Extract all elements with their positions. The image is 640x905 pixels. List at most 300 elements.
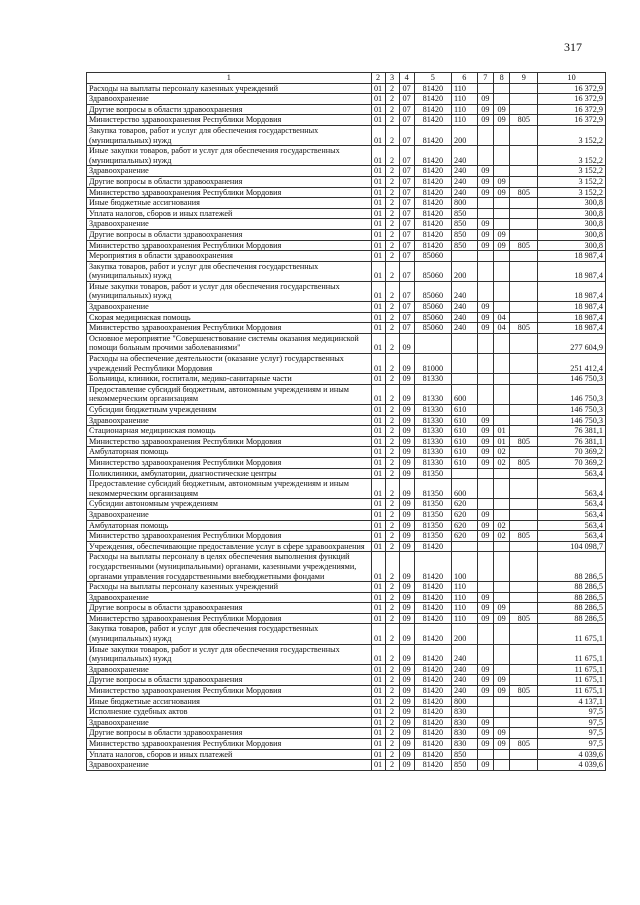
row-section: 09 <box>477 426 493 437</box>
row-expense-type: 200 <box>452 624 478 644</box>
row-code-subprogram: 2 <box>385 146 399 166</box>
table-row <box>87 592 606 603</box>
row-grbs: 805 <box>510 240 538 251</box>
row-code-program: 01 <box>371 146 385 166</box>
table-row <box>87 613 606 624</box>
row-amount: 97,5 <box>538 717 606 728</box>
table-row <box>87 94 606 105</box>
row-code-event: 09 <box>399 384 414 404</box>
row-code-direction: 81420 <box>414 125 451 145</box>
row-amount: 563,4 <box>538 468 606 479</box>
row-grbs <box>510 644 538 664</box>
row-section: 09 <box>477 166 493 177</box>
row-subsection: 09 <box>493 229 509 240</box>
row-amount: 3 152,2 <box>538 166 606 177</box>
row-code-program: 01 <box>371 728 385 739</box>
row-expense-type: 200 <box>452 261 478 281</box>
row-amount: 3 152,2 <box>538 187 606 198</box>
row-amount: 16 372,9 <box>538 94 606 105</box>
row-name: Здравоохранение <box>87 509 372 520</box>
row-subsection <box>493 281 509 301</box>
row-section <box>477 696 493 707</box>
row-expense-type: 600 <box>452 479 478 499</box>
row-name: Здравоохранение <box>87 166 372 177</box>
row-code-direction: 81420 <box>414 664 451 675</box>
row-code-program: 01 <box>371 499 385 510</box>
row-subsection <box>493 198 509 209</box>
row-expense-type: 620 <box>452 499 478 510</box>
row-amount: 277 604,9 <box>538 333 606 353</box>
table-row <box>87 664 606 675</box>
row-expense-type: 800 <box>452 198 478 209</box>
table-row <box>87 436 606 447</box>
row-section: 09 <box>477 323 493 334</box>
row-code-program: 01 <box>371 384 385 404</box>
row-amount: 3 152,2 <box>538 125 606 145</box>
row-code-direction: 81420 <box>414 749 451 760</box>
row-code-subprogram: 2 <box>385 739 399 750</box>
row-grbs <box>510 728 538 739</box>
row-grbs <box>510 447 538 458</box>
row-code-subprogram: 2 <box>385 415 399 426</box>
row-subsection <box>493 696 509 707</box>
row-code-program: 01 <box>371 592 385 603</box>
row-code-subprogram: 2 <box>385 582 399 593</box>
row-subsection <box>493 125 509 145</box>
row-section: 09 <box>477 302 493 313</box>
row-subsection <box>493 166 509 177</box>
table-row <box>87 219 606 230</box>
row-code-direction: 81420 <box>414 166 451 177</box>
row-subsection <box>493 749 509 760</box>
table-row <box>87 323 606 334</box>
row-code-direction: 81420 <box>414 104 451 115</box>
row-code-direction: 85060 <box>414 302 451 313</box>
row-code-event: 09 <box>399 644 414 664</box>
row-grbs <box>510 125 538 145</box>
row-subsection <box>493 251 509 262</box>
row-expense-type: 110 <box>452 94 478 105</box>
row-code-program: 01 <box>371 261 385 281</box>
row-section <box>477 83 493 94</box>
row-code-event: 07 <box>399 125 414 145</box>
row-name: Здравоохранение <box>87 302 372 313</box>
row-code-event: 09 <box>399 354 414 374</box>
row-section: 09 <box>477 603 493 614</box>
row-code-subprogram: 2 <box>385 176 399 187</box>
row-code-event: 09 <box>399 582 414 593</box>
row-code-program: 01 <box>371 302 385 313</box>
row-name: Другие вопросы в области здравоохранения <box>87 104 372 115</box>
table-row <box>87 603 606 614</box>
row-subsection <box>493 374 509 385</box>
row-amount: 18 987,4 <box>538 251 606 262</box>
row-code-subprogram: 2 <box>385 664 399 675</box>
row-code-program: 01 <box>371 552 385 582</box>
column-header: 10 <box>538 73 606 84</box>
row-code-program: 01 <box>371 219 385 230</box>
row-code-direction: 81350 <box>414 509 451 520</box>
row-code-event: 07 <box>399 281 414 301</box>
table-row <box>87 176 606 187</box>
column-header: 4 <box>399 73 414 84</box>
row-grbs <box>510 333 538 353</box>
row-expense-type: 850 <box>452 229 478 240</box>
row-section: 09 <box>477 115 493 126</box>
row-name: Здравоохранение <box>87 592 372 603</box>
row-name: Здравоохранение <box>87 760 372 771</box>
row-code-direction: 81420 <box>414 717 451 728</box>
row-code-program: 01 <box>371 333 385 353</box>
table-row <box>87 717 606 728</box>
table-row <box>87 457 606 468</box>
row-subsection <box>493 760 509 771</box>
row-amount: 300,8 <box>538 219 606 230</box>
row-code-direction: 81420 <box>414 696 451 707</box>
row-grbs <box>510 509 538 520</box>
row-code-subprogram: 2 <box>385 552 399 582</box>
row-code-program: 01 <box>371 739 385 750</box>
budget-table <box>86 72 606 771</box>
row-expense-type: 240 <box>452 312 478 323</box>
row-expense-type: 620 <box>452 509 478 520</box>
row-grbs: 805 <box>510 613 538 624</box>
row-code-subprogram: 2 <box>385 240 399 251</box>
row-code-direction: 85060 <box>414 323 451 334</box>
page-number: 317 <box>564 40 582 54</box>
row-code-event: 07 <box>399 83 414 94</box>
row-code-subprogram: 2 <box>385 499 399 510</box>
row-name: Закупка товаров, работ и услуг для обеспечения государственных (муниципальных) нужд <box>87 261 372 281</box>
row-amount: 88 286,5 <box>538 603 606 614</box>
row-name: Предоставление субсидий бюджетным, автономным учреждениям и иным некоммерческим организациям <box>87 384 372 404</box>
row-code-subprogram: 2 <box>385 261 399 281</box>
row-code-program: 01 <box>371 696 385 707</box>
row-code-program: 01 <box>371 251 385 262</box>
row-expense-type: 110 <box>452 603 478 614</box>
row-code-program: 01 <box>371 354 385 374</box>
table-row <box>87 354 606 374</box>
row-subsection <box>493 541 509 552</box>
row-code-event: 07 <box>399 146 414 166</box>
row-expense-type: 850 <box>452 208 478 219</box>
row-code-program: 01 <box>371 281 385 301</box>
row-amount: 300,8 <box>538 198 606 209</box>
row-amount: 251 412,4 <box>538 354 606 374</box>
row-code-event: 07 <box>399 115 414 126</box>
row-code-event: 09 <box>399 333 414 353</box>
row-code-event: 09 <box>399 479 414 499</box>
table-row <box>87 644 606 664</box>
row-expense-type: 610 <box>452 426 478 437</box>
row-code-event: 09 <box>399 613 414 624</box>
row-code-direction: 81420 <box>414 728 451 739</box>
row-subsection <box>493 499 509 510</box>
row-expense-type <box>452 354 478 374</box>
row-name: Здравоохранение <box>87 415 372 426</box>
row-grbs <box>510 624 538 644</box>
row-code-program: 01 <box>371 240 385 251</box>
row-code-subprogram: 2 <box>385 468 399 479</box>
row-code-direction: 81350 <box>414 531 451 542</box>
row-amount: 88 286,5 <box>538 552 606 582</box>
row-code-subprogram: 2 <box>385 166 399 177</box>
row-code-program: 01 <box>371 749 385 760</box>
row-name: Расходы на обеспечение деятельности (оказание услуг) государственных учреждений Республики Мордовия <box>87 354 372 374</box>
row-amount: 76 381,1 <box>538 426 606 437</box>
row-code-program: 01 <box>371 83 385 94</box>
row-code-direction: 81420 <box>414 707 451 718</box>
row-subsection <box>493 592 509 603</box>
row-name: Скорая медицинская помощь <box>87 312 372 323</box>
row-code-direction <box>414 333 451 353</box>
column-header: 8 <box>493 73 509 84</box>
row-grbs <box>510 592 538 603</box>
row-code-subprogram: 2 <box>385 115 399 126</box>
table-row <box>87 281 606 301</box>
row-grbs <box>510 603 538 614</box>
row-code-direction: 85060 <box>414 281 451 301</box>
row-subsection: 09 <box>493 739 509 750</box>
row-code-direction: 81420 <box>414 552 451 582</box>
row-code-program: 01 <box>371 415 385 426</box>
table-row <box>87 479 606 499</box>
row-code-event: 09 <box>399 717 414 728</box>
row-code-direction: 81420 <box>414 592 451 603</box>
row-grbs <box>510 104 538 115</box>
row-name: Министерство здравоохранения Республики Мордовия <box>87 436 372 447</box>
row-code-program: 01 <box>371 405 385 416</box>
row-code-subprogram: 2 <box>385 760 399 771</box>
row-code-direction: 81330 <box>414 447 451 458</box>
row-code-direction: 81420 <box>414 187 451 198</box>
row-section <box>477 125 493 145</box>
row-grbs <box>510 94 538 105</box>
row-code-event: 09 <box>399 468 414 479</box>
row-code-subprogram: 2 <box>385 686 399 697</box>
row-expense-type: 620 <box>452 520 478 531</box>
row-expense-type: 240 <box>452 187 478 198</box>
row-subsection: 09 <box>493 115 509 126</box>
row-name: Другие вопросы в области здравоохранения <box>87 675 372 686</box>
column-header: 6 <box>452 73 478 84</box>
row-grbs <box>510 374 538 385</box>
row-code-subprogram: 2 <box>385 384 399 404</box>
row-code-event: 09 <box>399 707 414 718</box>
row-code-event: 09 <box>399 426 414 437</box>
row-code-event: 09 <box>399 541 414 552</box>
row-code-subprogram: 2 <box>385 479 399 499</box>
row-code-program: 01 <box>371 457 385 468</box>
row-code-event: 09 <box>399 592 414 603</box>
row-grbs <box>510 83 538 94</box>
row-grbs <box>510 749 538 760</box>
row-subsection: 09 <box>493 686 509 697</box>
row-code-subprogram: 2 <box>385 707 399 718</box>
table-row <box>87 384 606 404</box>
row-name: Расходы на выплаты персоналу в целях обеспечения выполнения функций государственными (муниципальными) органами, казенными учреждениями, органами управления государственными внебюджетными фондами <box>87 552 372 582</box>
row-code-event: 09 <box>399 531 414 542</box>
row-amount: 97,5 <box>538 739 606 750</box>
row-grbs <box>510 717 538 728</box>
row-code-subprogram: 2 <box>385 541 399 552</box>
row-amount: 563,4 <box>538 520 606 531</box>
row-name: Министерство здравоохранения Республики Мордовия <box>87 240 372 251</box>
row-code-event: 09 <box>399 749 414 760</box>
row-subsection: 09 <box>493 728 509 739</box>
row-code-direction: 81350 <box>414 479 451 499</box>
row-code-event: 09 <box>399 405 414 416</box>
row-name: Поликлиники, амбулатории, диагностические центры <box>87 468 372 479</box>
row-amount: 18 987,4 <box>538 323 606 334</box>
table-row <box>87 405 606 416</box>
row-code-subprogram: 2 <box>385 426 399 437</box>
row-name: Уплата налогов, сборов и иных платежей <box>87 749 372 760</box>
table-row <box>87 374 606 385</box>
row-subsection <box>493 468 509 479</box>
row-code-program: 01 <box>371 624 385 644</box>
row-code-program: 01 <box>371 323 385 334</box>
row-code-program: 01 <box>371 312 385 323</box>
row-subsection <box>493 94 509 105</box>
row-expense-type: 610 <box>452 405 478 416</box>
row-section: 09 <box>477 592 493 603</box>
row-expense-type: 240 <box>452 176 478 187</box>
row-code-direction: 81330 <box>414 426 451 437</box>
row-name: Другие вопросы в области здравоохранения <box>87 603 372 614</box>
row-expense-type <box>452 541 478 552</box>
row-subsection <box>493 384 509 404</box>
row-subsection <box>493 624 509 644</box>
table-row <box>87 312 606 323</box>
row-grbs <box>510 468 538 479</box>
row-code-subprogram: 2 <box>385 374 399 385</box>
row-grbs: 805 <box>510 187 538 198</box>
row-section: 09 <box>477 187 493 198</box>
row-section: 09 <box>477 675 493 686</box>
row-amount: 4 039,6 <box>538 760 606 771</box>
row-grbs <box>510 354 538 374</box>
row-code-program: 01 <box>371 664 385 675</box>
row-code-subprogram: 2 <box>385 323 399 334</box>
row-code-event: 07 <box>399 104 414 115</box>
row-code-program: 01 <box>371 520 385 531</box>
row-amount: 4 039,6 <box>538 749 606 760</box>
row-name: Мероприятия в области здравоохранения <box>87 251 372 262</box>
table-row <box>87 125 606 145</box>
row-code-subprogram: 2 <box>385 354 399 374</box>
row-section: 09 <box>477 664 493 675</box>
row-code-program: 01 <box>371 613 385 624</box>
row-amount: 104 098,7 <box>538 541 606 552</box>
table-row <box>87 686 606 697</box>
row-code-event: 09 <box>399 624 414 644</box>
row-code-program: 01 <box>371 94 385 105</box>
row-code-direction: 81330 <box>414 384 451 404</box>
row-amount: 18 987,4 <box>538 261 606 281</box>
row-expense-type: 240 <box>452 281 478 301</box>
row-code-program: 01 <box>371 603 385 614</box>
row-expense-type: 240 <box>452 302 478 313</box>
row-grbs: 805 <box>510 531 538 542</box>
row-name: Иные закупки товаров, работ и услуг для обеспечения государственных (муниципальных) нужд <box>87 644 372 664</box>
row-code-event: 09 <box>399 509 414 520</box>
row-expense-type: 830 <box>452 707 478 718</box>
row-code-event: 07 <box>399 187 414 198</box>
row-code-subprogram: 2 <box>385 405 399 416</box>
row-name: Другие вопросы в области здравоохранения <box>87 728 372 739</box>
row-code-program: 01 <box>371 686 385 697</box>
row-section <box>477 479 493 499</box>
row-code-direction: 81330 <box>414 436 451 447</box>
row-amount: 18 987,4 <box>538 281 606 301</box>
row-name: Министерство здравоохранения Республики Мордовия <box>87 739 372 750</box>
table-row <box>87 229 606 240</box>
row-code-event: 07 <box>399 208 414 219</box>
row-code-event: 09 <box>399 675 414 686</box>
row-section <box>477 541 493 552</box>
row-amount: 97,5 <box>538 707 606 718</box>
table-row <box>87 520 606 531</box>
row-section: 09 <box>477 509 493 520</box>
row-subsection <box>493 707 509 718</box>
row-code-program: 01 <box>371 374 385 385</box>
row-expense-type: 850 <box>452 219 478 230</box>
row-expense-type: 600 <box>452 384 478 404</box>
row-name: Здравоохранение <box>87 94 372 105</box>
row-code-subprogram: 2 <box>385 624 399 644</box>
row-section: 09 <box>477 520 493 531</box>
row-amount: 11 675,1 <box>538 686 606 697</box>
row-subsection <box>493 333 509 353</box>
row-code-program: 01 <box>371 707 385 718</box>
row-section <box>477 499 493 510</box>
row-grbs <box>510 405 538 416</box>
row-subsection <box>493 208 509 219</box>
row-grbs <box>510 426 538 437</box>
row-section: 09 <box>477 240 493 251</box>
row-amount: 70 369,2 <box>538 457 606 468</box>
row-code-event: 09 <box>399 415 414 426</box>
row-code-event: 07 <box>399 94 414 105</box>
row-expense-type: 850 <box>452 749 478 760</box>
row-code-program: 01 <box>371 208 385 219</box>
row-grbs <box>510 664 538 675</box>
row-code-event: 09 <box>399 520 414 531</box>
row-section: 09 <box>477 415 493 426</box>
row-amount: 88 286,5 <box>538 592 606 603</box>
row-amount: 146 750,3 <box>538 374 606 385</box>
row-grbs <box>510 384 538 404</box>
row-expense-type: 240 <box>452 323 478 334</box>
row-grbs <box>510 499 538 510</box>
row-code-program: 01 <box>371 582 385 593</box>
row-code-event: 07 <box>399 323 414 334</box>
row-code-event: 07 <box>399 176 414 187</box>
row-amount: 16 372,9 <box>538 83 606 94</box>
row-subsection: 09 <box>493 603 509 614</box>
row-code-direction: 81420 <box>414 240 451 251</box>
row-code-direction: 81420 <box>414 219 451 230</box>
row-code-program: 01 <box>371 531 385 542</box>
row-amount: 300,8 <box>538 229 606 240</box>
row-section <box>477 333 493 353</box>
row-subsection <box>493 219 509 230</box>
row-expense-type <box>452 251 478 262</box>
row-subsection: 02 <box>493 531 509 542</box>
row-section <box>477 405 493 416</box>
row-code-event: 09 <box>399 374 414 385</box>
